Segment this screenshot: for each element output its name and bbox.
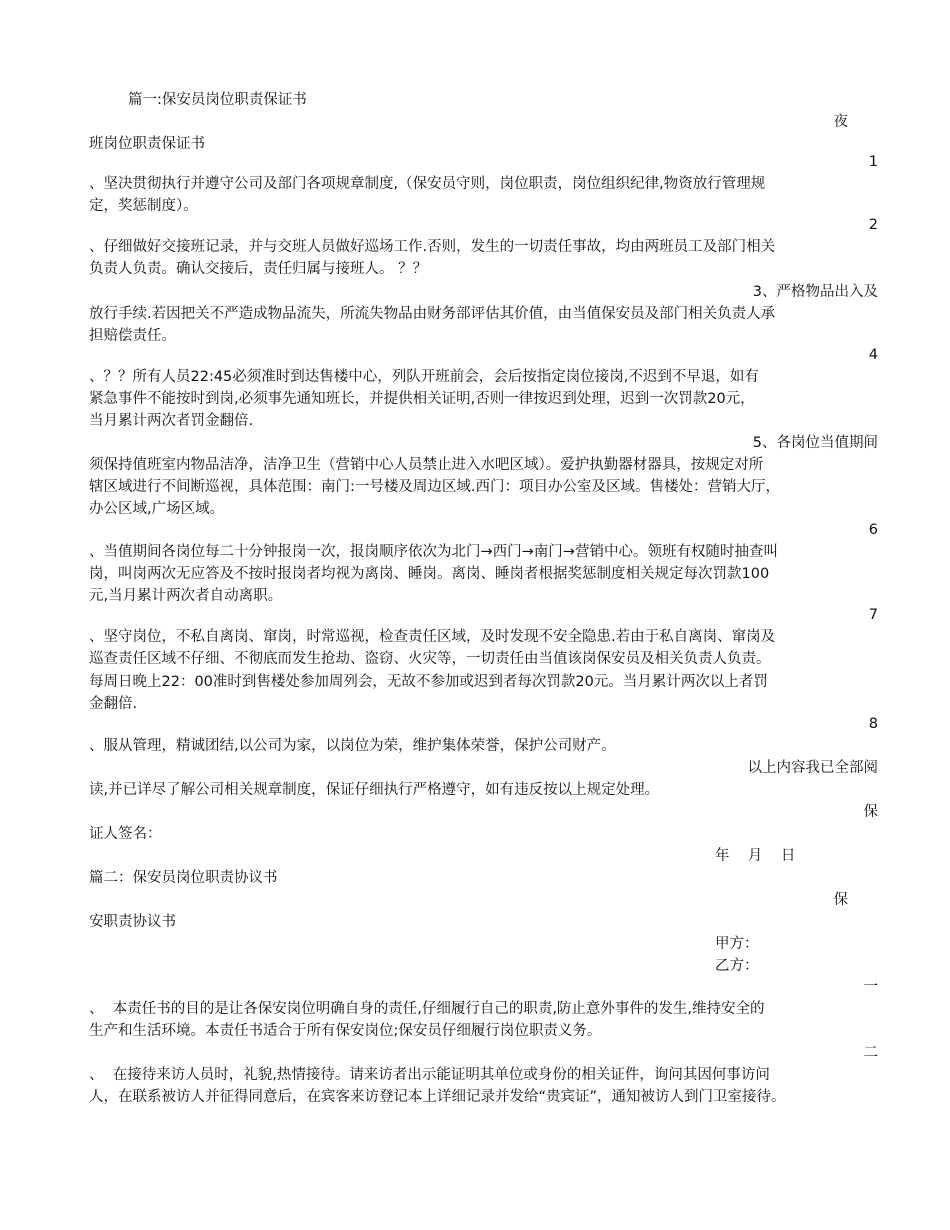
document-subtitle: 班岗位职责保证书	[89, 136, 205, 152]
party-a-label: 甲方：	[715, 936, 759, 952]
title-fragment: 保	[833, 892, 848, 908]
item-number: 5、各岗位当值期间	[752, 435, 878, 451]
item-text-line: 岗，叫岗两次无应答及不按时报岗者均视为离岗、睡岗。离岗、睡岗者根据奖惩制度相关规定每次罚款100	[89, 566, 770, 582]
item-text-line: 、？？所有人员22:45必须准时到达售楼中心，列队开班前会，会后按指定岗位接岗,不迟到不早退，如有	[89, 369, 759, 385]
clause-number: 一	[863, 979, 878, 995]
pledge-text: 读,并已详尽了解公司相关规章制度，保证仔细执行严格遵守，如有违反按以上规定处理。	[89, 782, 660, 798]
item-number: 8	[868, 716, 878, 732]
clause-text-line: 生产和生活环境。本责任书适合于所有保安岗位;保安员仔细履行岗位职责义务。	[89, 1023, 602, 1039]
item-text-line: 紧急事件不能按时到岗,必须事先通知班长，并提供相关证明,否则一律按迟到处理，迟到一次罚款20元，	[89, 391, 755, 407]
clause-text-line: 、 本责任书的目的是让各保安岗位明确自身的责任,仔细履行自己的职责,防止意外事件的发生,维持安全的	[89, 1001, 765, 1017]
item-text-line: 、当值期间各岗位每二十分钟报岗一次，报岗顺序依次为北门→西门→南门→营销中心。领班有权随时抽查叫	[89, 544, 778, 560]
item-text-line: 办公区域,广场区域。	[89, 501, 225, 517]
item-text-line: 金翻倍.	[89, 696, 138, 712]
clause-text-line: 、 在接待来访人员时，礼貌,热情接待。请来访者出示能证明其单位或身份的相关证件，询问其因何事访问	[89, 1067, 770, 1083]
section-heading-1: 篇一:保安员岗位职责保证书	[128, 92, 307, 108]
section-heading-2: 篇二：保安员岗位职责协议书	[89, 870, 278, 886]
clause-text-line: 人，在联系被访人并征得同意后，在宾客来访登记本上详细记录并发给“贵宾证”，通知被访人到门卫室接待。	[89, 1089, 786, 1105]
party-b-label: 乙方：	[715, 958, 759, 974]
item-text-line: 须保持值班室内物品洁净，洁净卫生（营销中心人员禁止进入水吧区域）。爱护执勤器材器具，按规定对所	[89, 457, 764, 473]
item-text-line: 负责人负责。确认交接后，责任归属与接班人。 ？？	[89, 261, 428, 277]
title-fragment: 夜	[833, 114, 848, 130]
signature-fragment: 保	[863, 804, 878, 820]
pledge-start: 以上内容我已全部阅	[747, 760, 878, 776]
clause-number: 二	[863, 1045, 878, 1061]
item-text-line: 元,当月累计两次者自动离职。	[89, 588, 283, 604]
item-text-line: 、坚决贯彻执行并遵守公司及部门各项规章制度,（保安员守则，岗位职责，岗位组织纪律,物资放行管理规	[89, 176, 766, 192]
item-text-line: 、服从管理，精诚团结,以公司为家，以岗位为荣，维护集体荣誉，保护公司财产。	[89, 738, 616, 754]
item-text-line: 定，奖惩制度）。	[89, 198, 198, 214]
item-text-line: 、仔细做好交接班记录，并与交班人员做好巡场工作.否则，发生的一切责任事故，均由两班员工及部门相关	[89, 239, 776, 255]
item-number: 1	[868, 154, 878, 170]
item-text-line: 、坚守岗位，不私自离岗、窜岗，时常巡视，检查责任区域，及时发现不安全隐患.若由于私自离岗、窜岗及	[89, 629, 776, 645]
item-number: 6	[868, 522, 878, 538]
item-text-line: 巡查责任区域不仔细、不彻底而发生抢劫、盗窃、火灾等，一切责任由当值该岗保安员及相关负责人负责。	[89, 651, 771, 667]
item-number: 2	[868, 217, 878, 233]
item-text-line: 每周日晚上22：00准时到售楼处参加周列会，无故不参加或迟到者每次罚款20元。当月累计两次以上者罚	[89, 674, 768, 690]
item-number: 7	[868, 607, 878, 623]
item-text-line: 担赔偿责任。	[89, 328, 176, 344]
document-subtitle: 安职责协议书	[89, 914, 176, 930]
item-number: 4	[868, 347, 878, 363]
item-number: 3、严格物品出入及	[752, 284, 878, 300]
date-line: 年 月 日	[715, 848, 796, 864]
item-text-line: 辖区域进行不间断巡视，具体范围：南门:一号楼及周边区域.西门：项目办公室及区域。售楼处：营销大厅，	[89, 479, 780, 495]
item-text-line: 当月累计两次者罚金翻倍.	[89, 413, 254, 429]
signature-label: 证人签名：	[89, 826, 162, 842]
item-text-line: 放行手续.若因把关不严造成物品流失，所流失物品由财务部评估其价值，由当值保安员及部门相关负责人承	[89, 306, 776, 322]
